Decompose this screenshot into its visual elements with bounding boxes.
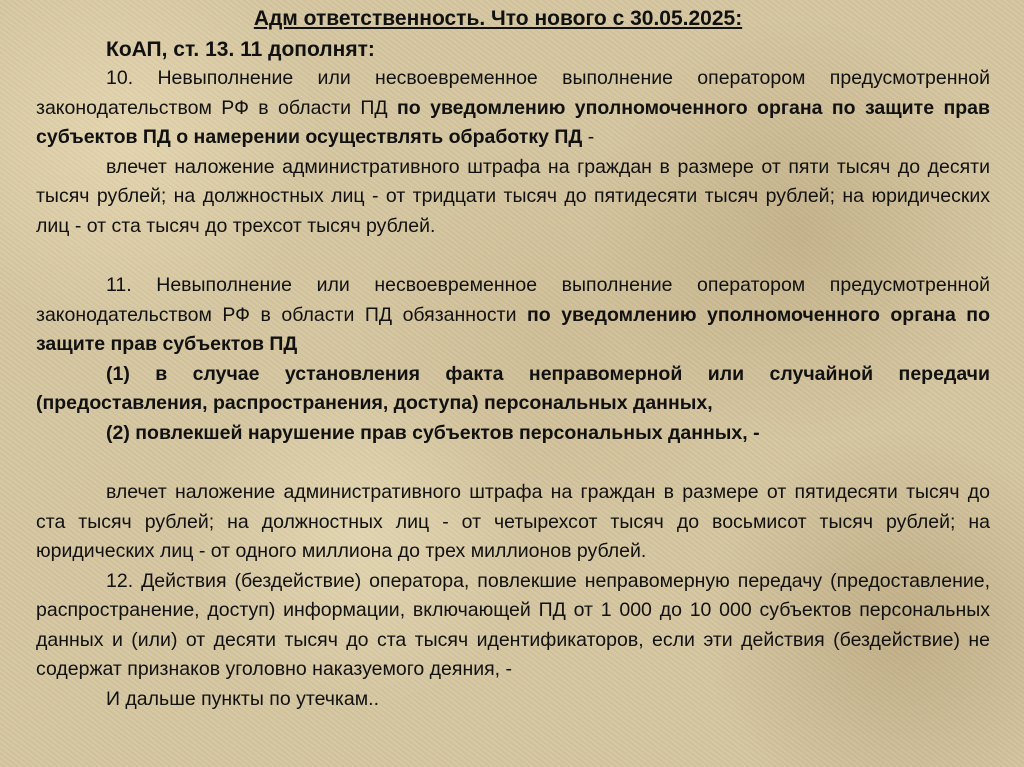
paragraph-11	[36, 271, 990, 360]
paragraph-10-text: 10. Невыполнение или несвоевременное выполнение оператором предусмотренной законодательством РФ в области ПД	[36, 67, 990, 119]
paragraph-11-text: 11. Невыполнение или несвоевременное выполнение оператором предусмотренной законодательством РФ в области ПД обязанности	[36, 274, 990, 326]
paragraph-10-bold: по уведомлению уполномоченного органа по защите прав субъектов ПД о намерении осуществлять обработку ПД	[36, 96, 990, 148]
closing-text: И дальше пункты по утечкам..	[106, 687, 379, 710]
paragraph-11-penalty: влечет наложение административного штрафа на граждан в размере от пятидесяти тысяч до ста тысяч рублей; на должностных лиц - от четырехсот тысяч до восьмисот тысяч рублей; на юридических лиц - от одного миллиона до трех миллионов рублей.	[36, 481, 990, 562]
paragraph-11-item-2	[36, 419, 990, 449]
slide-subtitle: КоАП, ст. 13. 11 дополнят:	[106, 38, 375, 61]
paragraph-11-item-2-text: (2) повлекшей нарушение прав субъектов персональных данных, -	[106, 421, 760, 444]
paragraph-10	[36, 64, 990, 153]
spacer	[36, 448, 990, 478]
paragraph-12: 12. Действия (бездействие) оператора, повлекшие неправомерную передачу (предоставление, распространение, доступ) информации, включающей ПД от 1 000 до 10 000 субъектов персональных данных и (или) от десяти тысяч до ста тысяч идентификаторов, если эти действия (бездействие) не содержат признаков уголовно наказуемого деяния, -	[36, 569, 990, 680]
spacer	[36, 241, 990, 271]
paragraph-11-item-1-text: (1) в случае установления факта неправомерной или случайной передачи (предоставления, распространения, доступа) персональных данных,	[36, 362, 990, 414]
paragraph-11-bold: по уведомлению уполномоченного органа по защите прав субъектов ПД	[36, 303, 990, 355]
slide-title: Адм ответственность. Что нового с 30.05.2025:	[253, 7, 743, 30]
paragraph-11-item-1	[36, 360, 990, 419]
paragraph-10-dash: -	[582, 126, 595, 148]
paragraph-10-penalty: влечет наложение административного штрафа на граждан в размере от пяти тысяч до десяти тысяч рублей; на должностных лиц - от тридцати тысяч до пятидесяти тысяч рублей; на юридических лиц - от ста тысяч до трехсот тысяч рублей.	[36, 155, 990, 237]
